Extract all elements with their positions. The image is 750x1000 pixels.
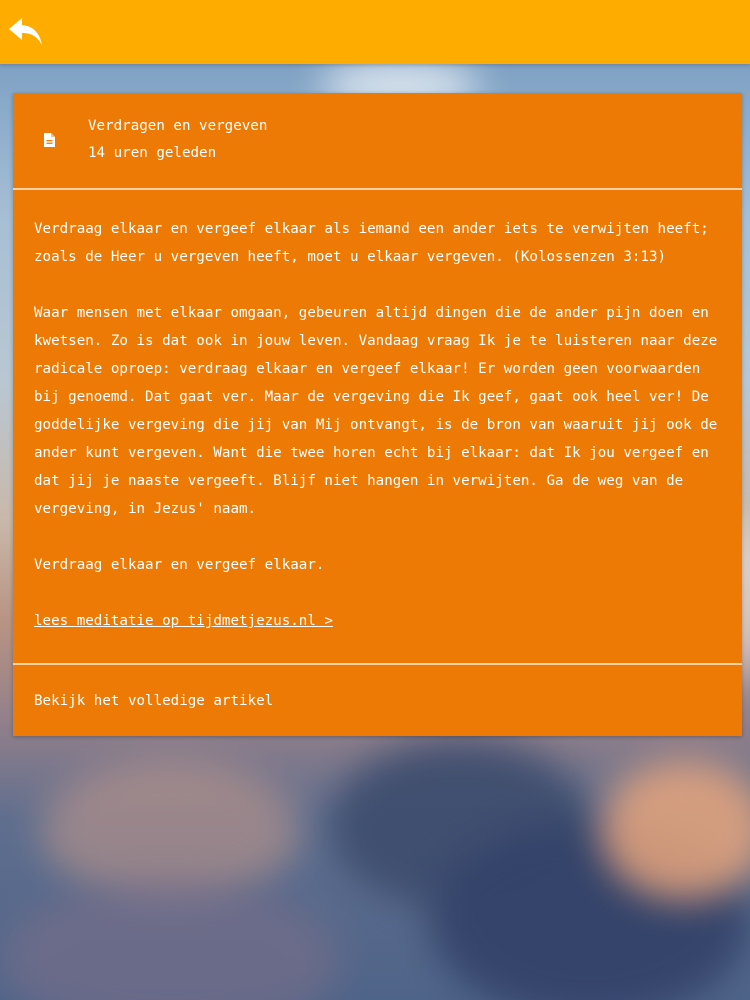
view-full-article-button[interactable]: Bekijk het volledige artikel (34, 693, 274, 709)
read-meditation-link[interactable]: lees meditatie op tijdmetjezus.nl > (34, 613, 333, 629)
document-icon (44, 133, 55, 147)
article-card (13, 93, 742, 736)
top-app-bar (0, 0, 750, 64)
bible-verse: Verdraag elkaar en vergeef elkaar als iemand een ander iets te verwijten heeft; zoals de Heer u vergeven heeft, moet u elkaar vergeven. (Kolossenzen 3:13) (34, 221, 709, 265)
closing-text: Verdraag elkaar en vergeef elkaar. (34, 557, 325, 573)
divider (13, 663, 742, 665)
article-title: Verdragen en vergeven (88, 118, 268, 134)
card-header (13, 93, 742, 188)
back-button[interactable] (6, 14, 46, 50)
background-cloud (40, 760, 300, 900)
back-arrow-icon (6, 14, 46, 50)
article-timestamp: 14 uren geleden (88, 145, 217, 161)
background-cloud (0, 880, 340, 1000)
article-body (13, 190, 742, 663)
meditation-text: Waar mensen met elkaar omgaan, gebeuren altijd dingen die de ander pijn doen en kwetsen. Zo is dat ook in jouw leven. Vandaag vraag Ik je te luisteren naar deze radicale oproep: verdraag elkaar en vergeef elkaar! Er worden geen voorwaarden bij genoemd. Dat gaat ver. Maar de vergeving die Ik geef, gaat ook heel ver! De goddelijke vergeving die jij van Mij ontvangt, is de bron van waaruit jij ook de ander kunt vergeven. Want die twee horen echt bij elkaar: dat Ik jou vergeef en dat jij je naaste vergeeft. Blijf niet hangen in verwijten. Ga de weg van de vergeving, in Jezus' naam. (34, 305, 718, 517)
divider (13, 188, 742, 190)
